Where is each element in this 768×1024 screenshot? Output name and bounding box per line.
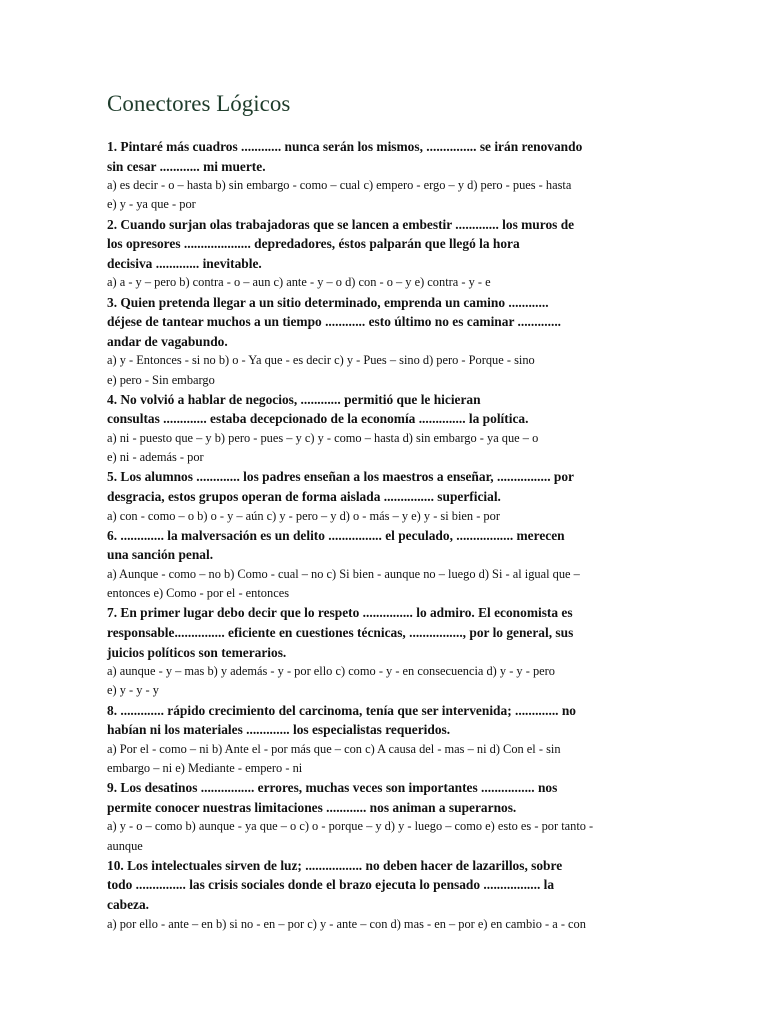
question-options-line: e) ni - además - por — [107, 450, 204, 465]
question-options-line: a) ni - puesto que – y b) pero - pues – y c) y - como – hasta d) sin embargo - ya que – o — [107, 430, 539, 445]
question-5 — [107, 467, 667, 525]
question-options-line: a) es decir - o – hasta b) sin embargo - como – cual c) empero - ergo – y d) pero - pues - hasta — [107, 178, 572, 193]
question-options-line: aunque — [107, 838, 143, 853]
question-options-line: a) y - o – como b) aunque - ya que – o c) o - porque – y d) y - luego – como e) esto es - por tanto - — [107, 819, 594, 834]
question-stem-line: juicios políticos son temerarios. — [107, 644, 287, 660]
question-2 — [107, 215, 667, 293]
question-options-line: a) con - como – o b) o - y – aún c) y - pero – y d) o - más – y e) y - si bien - por — [107, 508, 500, 523]
question-stem-line: 2. Cuando surjan olas trabajadoras que se lancen a embestir ............. los muros de — [107, 216, 575, 232]
question-stem-line: andar de vagabundo. — [107, 333, 228, 349]
question-stem-line: 10. Los intelectuales sirven de luz; ................. no deben hacer de lazarillos, sobre — [107, 857, 563, 873]
exercise-list — [107, 137, 667, 934]
question-stem-line: 8. ............. rápido crecimiento del carcinoma, tenía que ser intervenida; ............. no — [107, 702, 577, 718]
question-options-line: entonces e) Como - por el - entonces — [107, 586, 290, 601]
question-options-line: a) Aunque - como – no b) Como - cual – no c) Si bien - aunque no – luego d) Si - al igual que – — [107, 566, 580, 581]
question-10 — [107, 856, 667, 934]
question-4 — [107, 390, 667, 468]
question-stem-line: sin cesar ............ mi muerte. — [107, 158, 266, 174]
question-stem-line: habían ni los materiales ............. los especialistas requeridos. — [107, 722, 451, 738]
question-stem-line: 3. Quien pretenda llegar a un sitio determinado, emprenda un camino ............ — [107, 294, 549, 310]
question-options-line: e) y - ya que - por — [107, 197, 196, 212]
question-stem-line: 9. Los desatinos ................ errores, muchas veces son importantes ................ nos — [107, 780, 558, 796]
question-6 — [107, 526, 667, 604]
question-3 — [107, 293, 667, 390]
question-stem-line: 6. ............. la malversación es un delito ................ el peculado, ................. merecen — [107, 527, 565, 543]
question-stem-line: una sanción penal. — [107, 547, 214, 563]
question-stem-line: decisiva ............. inevitable. — [107, 255, 262, 271]
question-7 — [107, 603, 667, 700]
question-stem-line: consultas ............. estaba decepcionado de la economía .............. la política. — [107, 411, 529, 427]
question-options-line: a) por ello - ante – en b) si no - en – por c) y - ante – con d) mas - en – por e) en cambio - a - con — [107, 916, 586, 931]
question-options-line: a) y - Entonces - si no b) o - Ya que - es decir c) y - Pues – sino d) pero - Porque - sino — [107, 353, 535, 368]
question-stem-line: responsable............... eficiente en cuestiones técnicas, ................, por lo general, sus — [107, 624, 574, 640]
question-stem-line: 5. Los alumnos ............. los padres enseñan a los maestros a enseñar, ................ por — [107, 469, 574, 485]
question-8 — [107, 701, 667, 779]
question-stem-line: 7. En primer lugar debo decir que lo respeto ............... lo admiro. El economista es — [107, 605, 573, 621]
document-title: Conectores Lógicos — [107, 91, 291, 116]
question-1 — [107, 137, 667, 215]
question-options-line: a) Por el - como – ni b) Ante el - por más que – con c) A causa del - mas – ni d) Con el - sin — [107, 741, 561, 756]
question-stem-line: permite conocer nuestras limitaciones ............ nos animan a superarnos. — [107, 799, 517, 815]
question-options-line: e) pero - Sin embargo — [107, 372, 215, 387]
question-stem-line: déjese de tantear muchos a un tiempo ............ esto último no es caminar ............. — [107, 314, 562, 330]
question-stem-line: todo ............... las crisis sociales donde el brazo ejecuta lo pensado ................. la — [107, 877, 555, 893]
question-options-line: a) aunque - y – mas b) y además - y - por ello c) como - y - en consecuencia d) y - y - pero — [107, 664, 555, 679]
question-stem-line: desgracia, estos grupos operan de forma aislada ............... superficial. — [107, 488, 501, 504]
question-options-line: embargo – ni e) Mediante - empero - ni — [107, 760, 303, 775]
question-options-line: e) y - y - y — [107, 683, 159, 698]
question-options-line: a) a - y – pero b) contra - o – aun c) ante - y – o d) con - o – y e) contra - y - e — [107, 275, 491, 290]
question-stem-line: los opresores .................... depredadores, éstos palparán que llegó la hora — [107, 236, 520, 252]
question-stem-line: 4. No volvió a hablar de negocios, ............ permitió que le hicieran — [107, 391, 481, 407]
question-9 — [107, 778, 667, 856]
question-stem-line: cabeza. — [107, 896, 150, 912]
question-stem-line: 1. Pintaré más cuadros ............ nunca serán los mismos, ............... se irán renovando — [107, 139, 583, 154]
